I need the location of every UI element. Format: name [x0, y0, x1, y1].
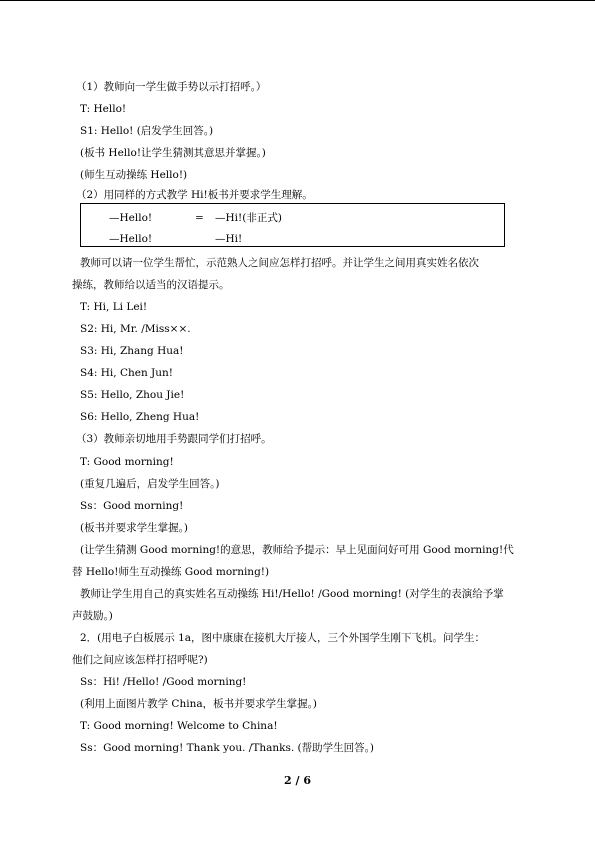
box-row-1-right: —Hi!(非正式) — [215, 212, 282, 224]
text-line: T: Good morning! — [80, 456, 174, 468]
text-line: Ss：Good morning! Thank you. /Thanks. (帮助学生回答。) — [80, 742, 375, 754]
box-row-2-left: —Hello! — [109, 233, 153, 245]
text-line: 教师让学生用自己的真实姓名互动操练 Hi!/Hello! /Good morning! (对学生的表演给予掌 — [80, 588, 504, 600]
text-line: （3）教师亲切地用手势跟同学们打招呼。 — [76, 433, 272, 445]
text-line: S6: Hello, Zheng Hua! — [80, 411, 200, 423]
text-line: S5: Hello, Zhou Jie! — [80, 389, 185, 401]
box-row-1-equals: = — [195, 212, 204, 224]
text-line: 教师可以请一位学生帮忙，示范熟人之间应怎样打招呼。并让学生之间用真实姓名依次 — [80, 257, 479, 269]
text-line: S4: Hi, Chen Jun! — [80, 367, 174, 379]
text-line: S3: Hi, Zhang Hua! — [80, 345, 184, 357]
text-line: (师生互动操练 Hello!) — [80, 169, 188, 181]
text-line: (重复几遍后，启发学生回答。) — [80, 478, 220, 490]
text-line: （1）教师向一学生做手势以示打招呼。） — [76, 81, 267, 93]
text-line: (利用上面图片教学 China，板书并要求学生掌握。) — [80, 698, 317, 710]
text-line: 操练，教师给以适当的汉语提示。 — [72, 279, 230, 291]
box-row-2 — [109, 232, 243, 246]
text-line: （2）用同样的方式教学 Hi!板书并要求学生理解。 — [76, 189, 313, 201]
text-line: 声鼓励。) — [72, 610, 113, 622]
box-row-1 — [109, 211, 282, 225]
text-line: 他们之间应该怎样打招呼呢?) — [72, 654, 208, 666]
text-line: Ss：Good morning! — [80, 500, 184, 512]
page-top-border — [0, 0, 595, 1]
greeting-comparison-box — [80, 203, 505, 247]
text-line: S2: Hi, Mr. /Miss××. — [80, 323, 191, 335]
text-line: 2．(用电子白板展示 1a，图中康康在接机大厅接人，三个外国学生刚下飞机。问学生： — [80, 632, 486, 644]
box-row-2-right: —Hi! — [215, 233, 243, 245]
text-line: Ss：Hi! /Hello! /Good morning! — [80, 676, 247, 688]
text-line: (板书 Hello!让学生猜测其意思并掌握。) — [80, 147, 266, 159]
text-line: (板书并要求学生掌握。) — [80, 522, 188, 534]
text-line: T: Good morning! Welcome to China! — [80, 720, 278, 732]
text-line: T: Hello! — [80, 103, 127, 115]
text-line: (让学生猜测 Good morning!的意思，教师给予提示：早上见面问好可用 Good morning!代 — [80, 544, 514, 556]
text-line: 替 Hello!师生互动操练 Good morning!) — [72, 566, 270, 578]
text-line: T: Hi, Li Lei! — [80, 301, 148, 313]
box-row-1-left: —Hello! — [109, 212, 153, 224]
text-line: S1: Hello! (启发学生回答。) — [80, 125, 214, 137]
page-number: 2 / 6 — [284, 774, 311, 787]
